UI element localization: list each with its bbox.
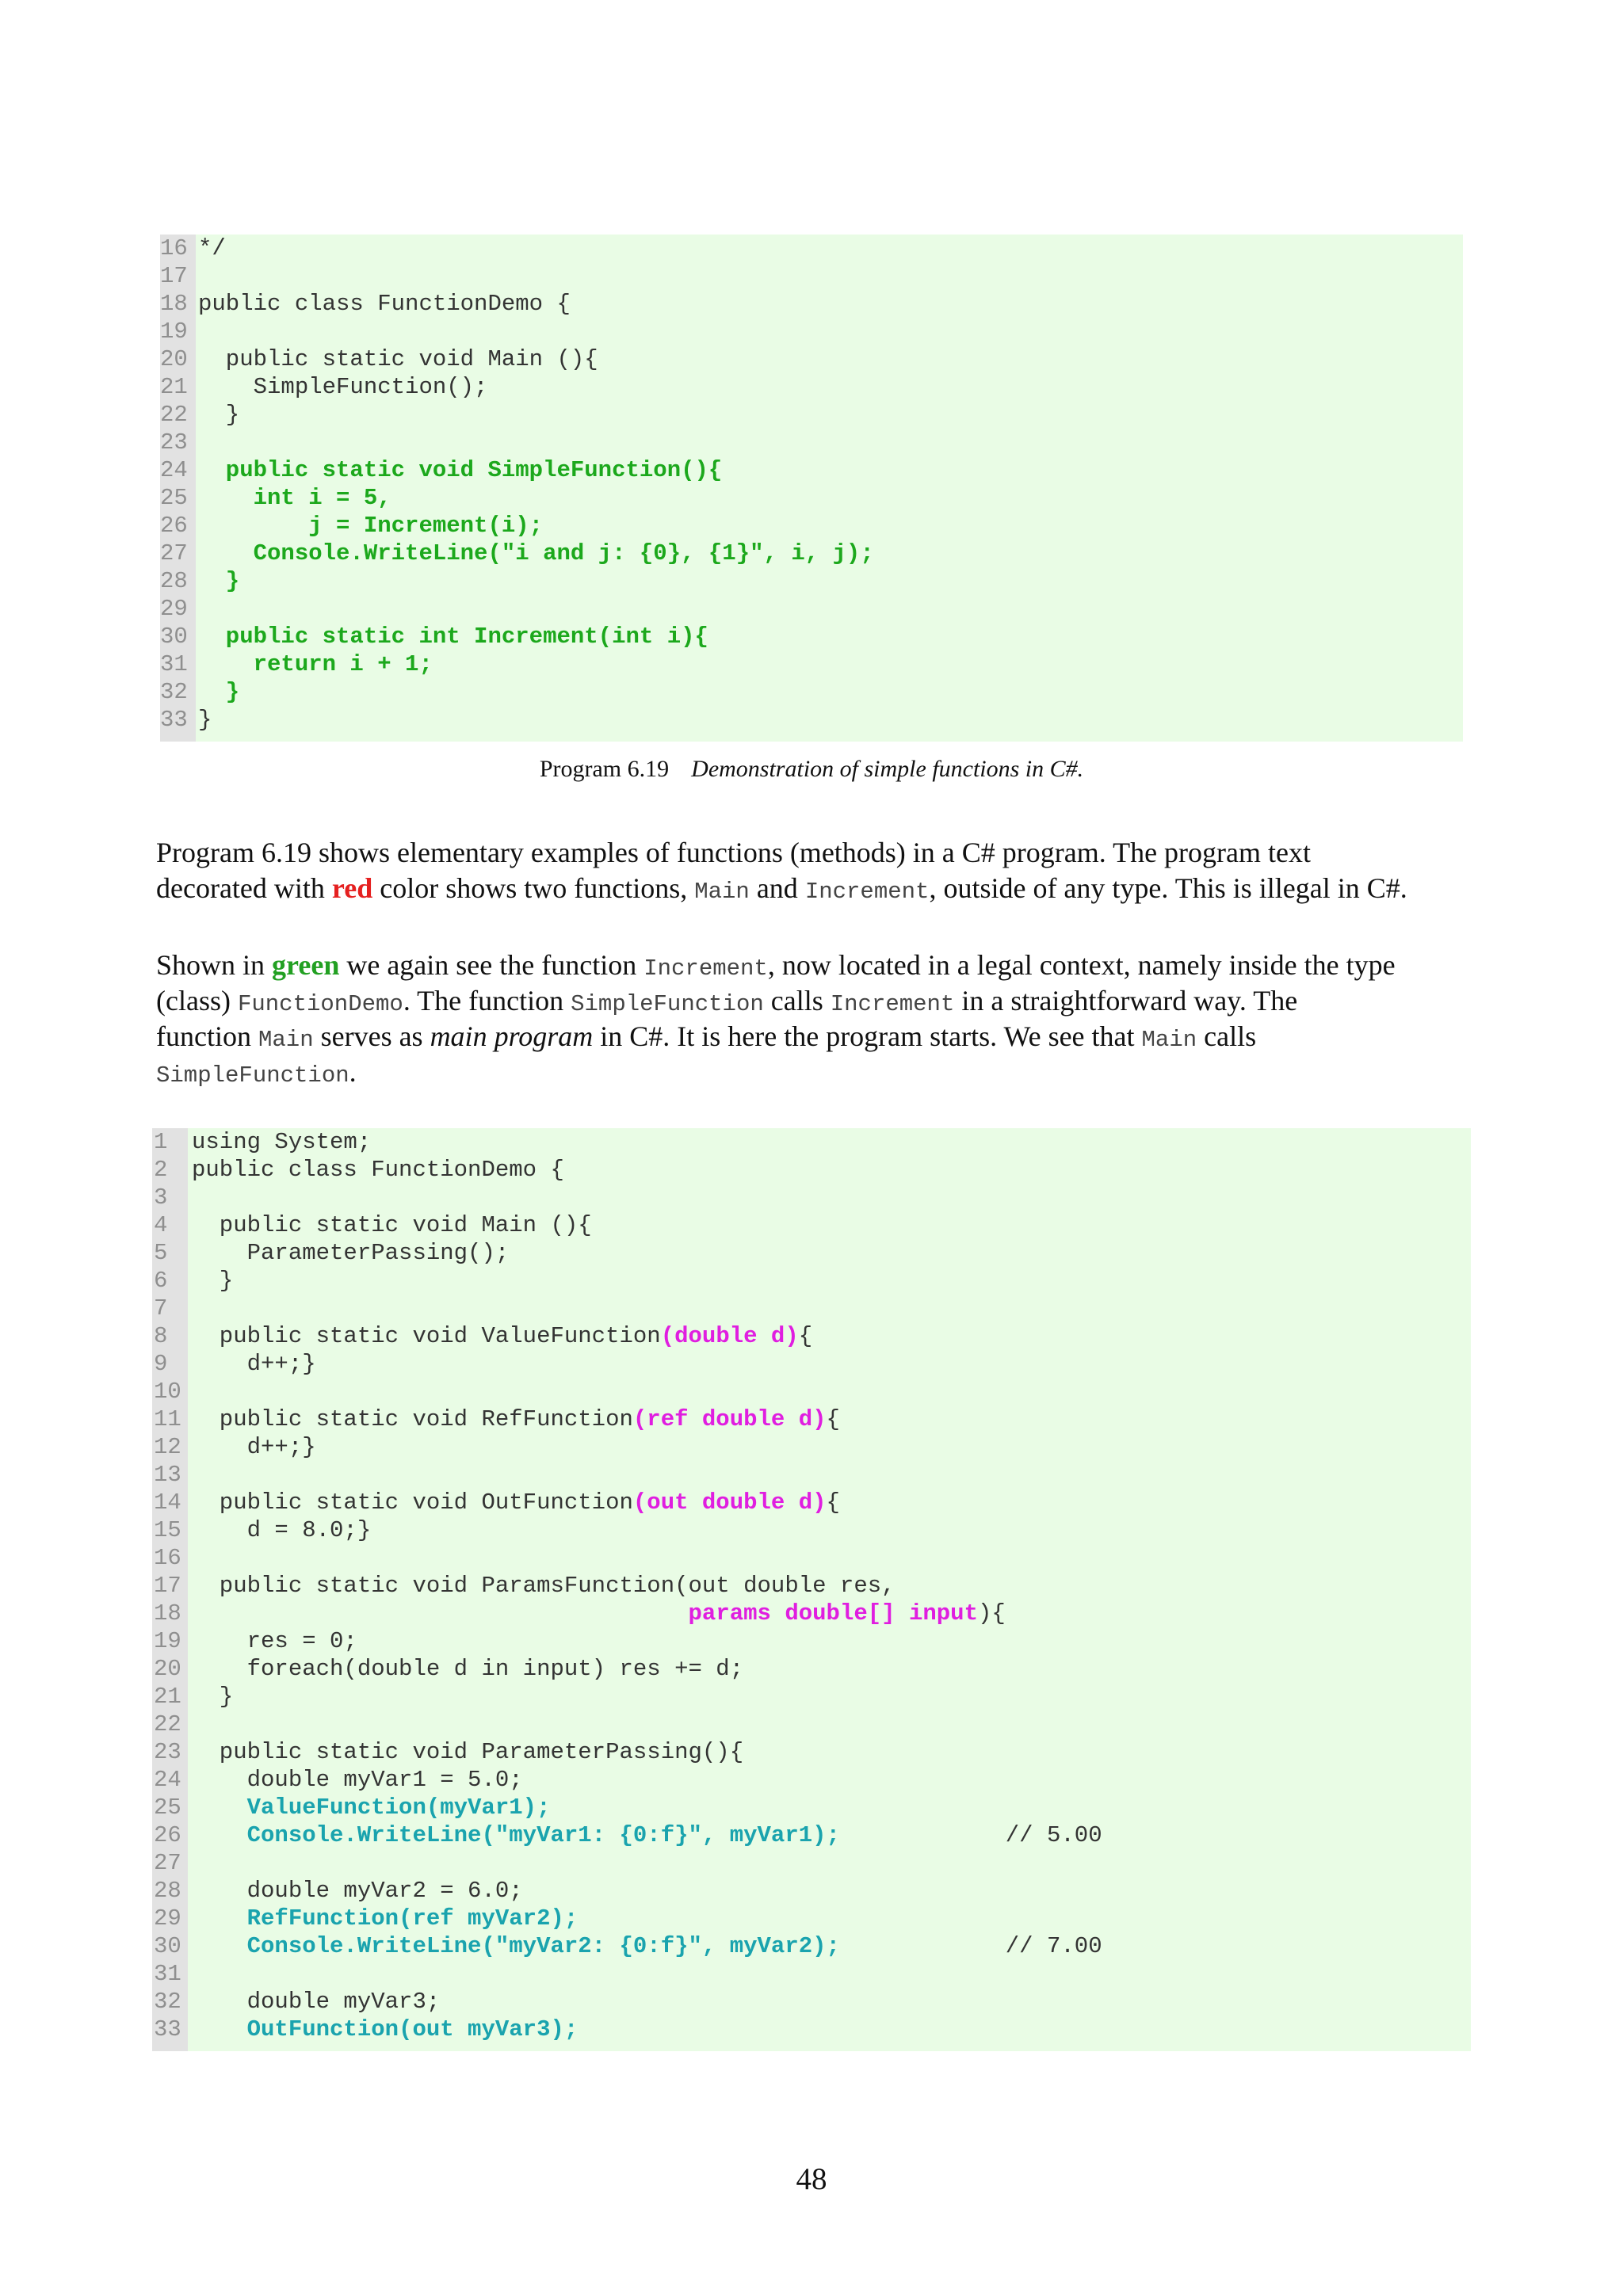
- text-run: color shows two functions,: [372, 872, 695, 904]
- line-number: 32: [160, 679, 188, 705]
- code-segment: // 5.00: [839, 1822, 1102, 1848]
- line-number: 30: [160, 624, 188, 650]
- code-term-simplefunction: SimpleFunction: [571, 991, 764, 1017]
- line-number: 22: [160, 402, 188, 428]
- code-segment: }: [198, 568, 240, 594]
- code-text: [192, 1767, 523, 1793]
- code-segment: (ref double d): [632, 1406, 827, 1432]
- code-text: [192, 1794, 550, 1821]
- code-line: [152, 1849, 192, 1877]
- code-line: [152, 1378, 192, 1405]
- line-number: 26: [154, 1822, 181, 1848]
- code-text: [198, 540, 874, 566]
- code-text: [192, 2016, 578, 2042]
- line-number: 13: [154, 1462, 181, 1488]
- code-segment: public static void OutFunction: [192, 1489, 633, 1516]
- code-line: [152, 1295, 192, 1322]
- code-text: [198, 513, 543, 539]
- code-segment: d = 8.0;}: [192, 1517, 372, 1543]
- code-line: [152, 2016, 578, 2043]
- code-segment: params double[] input: [688, 1600, 978, 1627]
- text-run: in C#. It is here the program starts. We see that: [593, 1020, 1142, 1052]
- code-segment: Console.WriteLine("myVar1: {0:f}", myVar1);: [192, 1822, 840, 1848]
- line-number: 7: [154, 1295, 168, 1322]
- code-text: [192, 1406, 840, 1432]
- line-number: 1: [154, 1129, 168, 1155]
- text-run: , outside of any type. This is illegal in C#.: [929, 872, 1407, 904]
- paragraph-2: [156, 948, 1503, 1090]
- code-segment: public static void Main (){: [198, 346, 598, 372]
- code-line: [152, 1128, 371, 1156]
- code-text: [192, 1129, 371, 1155]
- code-term-main: Main: [258, 1027, 314, 1053]
- code-line: [160, 512, 543, 540]
- code-segment: }: [192, 1268, 234, 1294]
- paragraph-2-line-2: [156, 983, 1503, 1019]
- text-run: calls: [1197, 1020, 1257, 1052]
- code-text: [192, 1600, 1006, 1627]
- line-number: 15: [154, 1517, 181, 1543]
- line-number: 14: [154, 1489, 181, 1516]
- paragraph-1-line-2: [156, 871, 1503, 906]
- code-term-increment: Increment: [830, 991, 955, 1017]
- code-line: [160, 595, 198, 623]
- text-run: serves as: [313, 1020, 430, 1052]
- code-segment: foreach(double d in input) res += d;: [192, 1656, 744, 1682]
- code-segment: OutFunction(out myVar3);: [192, 2016, 579, 2042]
- program-caption: [0, 756, 1623, 783]
- page-number: 48: [796, 2162, 827, 2196]
- line-number: 20: [154, 1656, 181, 1682]
- code-line: [160, 540, 874, 567]
- text-run: (class): [156, 985, 238, 1016]
- code-segment: ){: [977, 1600, 1006, 1627]
- code-line: [160, 484, 391, 512]
- caption-label: Program 6.19: [539, 756, 670, 782]
- code-segment: }: [192, 1684, 234, 1710]
- code-segment: public static void ParamsFunction(out double res,: [192, 1573, 896, 1599]
- paragraph-2-line-4: [156, 1055, 1503, 1090]
- code-segment: (double d): [660, 1323, 799, 1349]
- line-number: 25: [160, 485, 188, 511]
- code-term-simplefunction: SimpleFunction: [156, 1062, 349, 1089]
- line-number: 28: [154, 1878, 181, 1904]
- code-text: [192, 1212, 592, 1238]
- line-number: 29: [154, 1905, 181, 1932]
- code-line: [152, 1683, 233, 1711]
- code-segment: using System;: [192, 1129, 372, 1155]
- line-number: 33: [154, 2016, 181, 2042]
- code-line: [152, 1738, 743, 1766]
- code-line: [152, 1516, 371, 1544]
- code-line: [160, 345, 598, 373]
- code-line: [160, 650, 433, 678]
- code-segment: public static void Main (){: [192, 1212, 592, 1238]
- code-text: [198, 346, 598, 372]
- code-segment: res = 0;: [192, 1628, 357, 1654]
- code-text: [198, 485, 391, 511]
- code-segment: public class FunctionDemo {: [192, 1157, 564, 1183]
- code-text: [198, 651, 433, 677]
- green-word: green: [272, 949, 340, 981]
- code-line: [160, 262, 198, 290]
- line-number: 25: [154, 1794, 181, 1821]
- code-line: [160, 290, 571, 318]
- line-number: 2: [154, 1157, 168, 1183]
- code-segment: return i + 1;: [198, 651, 433, 677]
- code-segment: Console.WriteLine("i and j: {0}, {1}", i, j);: [198, 540, 874, 566]
- code-text: [198, 291, 571, 317]
- code-line: [152, 1322, 812, 1350]
- code-text: [198, 679, 239, 705]
- line-number: 27: [160, 540, 188, 566]
- code-line: [152, 1433, 316, 1461]
- line-number: 28: [160, 568, 188, 594]
- code-line: [160, 235, 226, 262]
- code-segment: {: [798, 1323, 813, 1349]
- text-run: calls: [763, 985, 831, 1016]
- line-number: 21: [160, 374, 188, 400]
- code-term-main: Main: [1141, 1027, 1197, 1053]
- paragraph-2-line-1: [156, 948, 1503, 983]
- code-segment: int i = 5,: [198, 485, 391, 511]
- code-segment: Console.WriteLine("myVar2: {0:f}", myVar2);: [192, 1933, 840, 1959]
- code-listing-parameter-passing: [152, 1128, 1471, 2051]
- code-term-increment: Increment: [643, 955, 768, 982]
- code-line: [152, 1461, 192, 1489]
- code-line: [160, 567, 239, 595]
- code-line: [152, 1960, 192, 1988]
- text-run: .: [349, 1056, 357, 1088]
- code-text: [192, 1989, 440, 2015]
- line-number: 4: [154, 1212, 168, 1238]
- line-number: 11: [154, 1406, 181, 1432]
- code-segment: public class FunctionDemo {: [198, 291, 571, 317]
- line-number: 5: [154, 1240, 168, 1266]
- line-number: 29: [160, 596, 188, 622]
- code-segment: {: [826, 1489, 840, 1516]
- text-run: Shown in: [156, 949, 273, 981]
- line-number: 23: [154, 1739, 181, 1765]
- code-segment: {: [826, 1406, 840, 1432]
- code-line: [152, 1905, 578, 1932]
- code-text: [198, 707, 212, 733]
- code-segment: (out double d): [632, 1489, 827, 1516]
- code-segment: public static int Increment(int i){: [198, 624, 708, 650]
- line-number: 22: [154, 1711, 181, 1737]
- line-number: 16: [154, 1545, 181, 1571]
- text-run: in a straightforward way. The: [954, 985, 1298, 1016]
- code-text: [192, 1822, 1102, 1848]
- code-listing-program-6-19: [160, 235, 1463, 742]
- code-text: [192, 1933, 1102, 1959]
- line-number: 3: [154, 1184, 168, 1211]
- paragraph-1-line-1: [156, 835, 1503, 871]
- code-text: [198, 624, 708, 650]
- red-word: red: [331, 872, 373, 904]
- code-text: [192, 1878, 523, 1904]
- paragraph-1-text: Program 6.19 shows elementary examples of functions (methods) in a C# program. The program text: [156, 837, 1311, 868]
- code-segment: double myVar3;: [192, 1989, 441, 2015]
- line-number: 31: [154, 1961, 181, 1987]
- line-number: 19: [160, 318, 188, 345]
- code-line: [160, 401, 239, 429]
- code-segment: d++;}: [192, 1434, 316, 1460]
- code-text: [192, 1656, 743, 1682]
- line-number: 8: [154, 1323, 168, 1349]
- emphasis-main-program: main program: [430, 1020, 594, 1052]
- code-segment: public static void SimpleFunction(){: [198, 457, 723, 483]
- code-line: [152, 1821, 1102, 1849]
- code-segment: ValueFunction(myVar1);: [192, 1794, 551, 1821]
- line-number: 20: [160, 346, 188, 372]
- code-segment: // 7.00: [839, 1933, 1102, 1959]
- code-segment: [192, 1600, 689, 1627]
- code-line: [152, 1711, 192, 1738]
- line-number: 17: [154, 1573, 181, 1599]
- code-text: [192, 1628, 357, 1654]
- code-line: [152, 1600, 1006, 1627]
- line-number: 12: [154, 1434, 181, 1460]
- code-line: [160, 429, 198, 456]
- code-term-increment: Increment: [804, 879, 930, 905]
- line-number: 26: [160, 513, 188, 539]
- code-segment: d++;}: [192, 1351, 316, 1377]
- code-line: [152, 1988, 440, 2016]
- code-text: [198, 235, 226, 261]
- code-line: [152, 1156, 564, 1184]
- line-number: 24: [160, 457, 188, 483]
- line-number: 31: [160, 651, 188, 677]
- paragraph-2-line-3: [156, 1019, 1503, 1055]
- line-number: 9: [154, 1351, 168, 1377]
- line-number: 27: [154, 1850, 181, 1876]
- code-segment: */: [198, 235, 226, 261]
- code-text: [198, 457, 722, 483]
- code-line: [152, 1877, 523, 1905]
- code-text: [192, 1573, 896, 1599]
- code-text: [192, 1240, 509, 1266]
- code-text: [192, 1684, 233, 1710]
- code-line: [152, 1572, 896, 1600]
- code-line: [152, 1211, 592, 1239]
- code-text: [192, 1434, 316, 1460]
- code-segment: }: [198, 707, 212, 733]
- code-line: [152, 1794, 550, 1821]
- code-line: [160, 318, 198, 345]
- code-segment: double myVar2 = 6.0;: [192, 1878, 523, 1904]
- code-text: [198, 402, 239, 428]
- code-text: [198, 568, 239, 594]
- code-line: [160, 678, 239, 706]
- code-text: [192, 1517, 371, 1543]
- code-text: [192, 1905, 578, 1932]
- text-run: decorated with: [156, 872, 332, 904]
- code-line: [152, 1184, 192, 1211]
- code-line: [152, 1655, 743, 1683]
- code-segment: SimpleFunction();: [198, 374, 488, 400]
- code-line: [152, 1350, 316, 1378]
- code-line: [152, 1932, 1102, 1960]
- code-line: [160, 706, 212, 734]
- code-line: [152, 1544, 192, 1572]
- code-segment: j = Increment(i);: [198, 513, 544, 539]
- line-number: 33: [160, 707, 188, 733]
- caption-text: Demonstration of simple functions in C#.: [691, 756, 1084, 782]
- code-line: [152, 1766, 523, 1794]
- line-number: 21: [154, 1684, 181, 1710]
- code-line: [152, 1489, 840, 1516]
- line-number: 24: [154, 1767, 181, 1793]
- code-segment: public static void ValueFunction: [192, 1323, 661, 1349]
- line-number: 23: [160, 429, 188, 456]
- code-segment: }: [198, 402, 240, 428]
- line-number: 19: [154, 1628, 181, 1654]
- line-number: 16: [160, 235, 188, 261]
- line-number: 18: [154, 1600, 181, 1627]
- code-text: [192, 1157, 564, 1183]
- code-term-main: Main: [694, 879, 750, 905]
- code-line: [152, 1627, 357, 1655]
- code-segment: ParameterPassing();: [192, 1240, 510, 1266]
- code-line: [160, 373, 487, 401]
- code-text: [192, 1739, 743, 1765]
- code-text: [192, 1268, 233, 1294]
- line-number: 32: [154, 1989, 181, 2015]
- code-text: [198, 374, 487, 400]
- text-run: and: [749, 872, 805, 904]
- text-run: we again see the function: [339, 949, 644, 981]
- line-number: 6: [154, 1268, 168, 1294]
- code-line: [160, 623, 708, 650]
- code-text: [192, 1489, 840, 1516]
- code-term-functiondemo: FunctionDemo: [237, 991, 403, 1017]
- paragraph-1: [156, 835, 1503, 906]
- code-segment: double myVar1 = 5.0;: [192, 1767, 523, 1793]
- line-number: 10: [154, 1379, 181, 1405]
- text-run: function: [156, 1020, 258, 1052]
- line-number: 18: [160, 291, 188, 317]
- line-number: 17: [160, 263, 188, 289]
- code-text: [192, 1351, 316, 1377]
- line-number: 30: [154, 1933, 181, 1959]
- code-segment: public static void ParameterPassing(){: [192, 1739, 744, 1765]
- code-text: [192, 1323, 812, 1349]
- code-line: [160, 456, 722, 484]
- code-line: [152, 1239, 509, 1267]
- code-segment: public static void RefFunction: [192, 1406, 633, 1432]
- code-line: [152, 1267, 233, 1295]
- code-segment: }: [198, 679, 240, 705]
- code-line: [152, 1405, 840, 1433]
- text-run: . The function: [403, 985, 571, 1016]
- code-segment: RefFunction(ref myVar2);: [192, 1905, 579, 1932]
- text-run: , now located in a legal context, namely inside the type: [767, 949, 1396, 981]
